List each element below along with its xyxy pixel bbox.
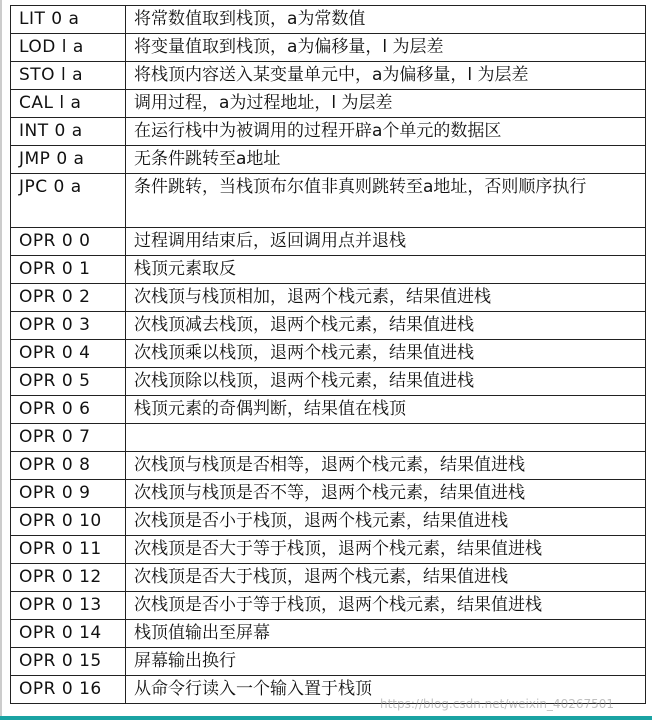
instruction-description: 调用过程，a为过程地址，l 为层差 bbox=[126, 90, 646, 118]
instruction-code: OPR 0 1 bbox=[11, 256, 126, 284]
instruction-description: 将变量值取到栈顶，a为偏移量，l 为层差 bbox=[126, 34, 646, 62]
table-row bbox=[11, 284, 646, 312]
left-edge bbox=[0, 0, 2, 716]
instruction-code: OPR 0 4 bbox=[11, 340, 126, 368]
instruction-description: 次栈顶是否大于栈顶，退两个栈元素，结果值进栈 bbox=[126, 564, 646, 592]
instruction-description: 次栈顶是否大于等于栈顶，退两个栈元素，结果值进栈 bbox=[126, 536, 646, 564]
instruction-description: 次栈顶除以栈顶，退两个栈元素，结果值进栈 bbox=[126, 368, 646, 396]
instruction-description: 次栈顶与栈顶相加，退两个栈元素，结果值进栈 bbox=[126, 284, 646, 312]
instruction-description: 条件跳转，当栈顶布尔值非真则跳转至a地址，否则顺序执行 bbox=[126, 174, 646, 228]
instruction-code: OPR 0 11 bbox=[11, 536, 126, 564]
table-row bbox=[11, 508, 646, 536]
table-row bbox=[11, 62, 646, 90]
table-row bbox=[11, 480, 646, 508]
instruction-code: INT 0 a bbox=[11, 118, 126, 146]
table-row bbox=[11, 340, 646, 368]
instruction-description: 次栈顶是否小于等于栈顶，退两个栈元素，结果值进栈 bbox=[126, 592, 646, 620]
instruction-description: 次栈顶乘以栈顶，退两个栈元素，结果值进栈 bbox=[126, 340, 646, 368]
table-row bbox=[11, 592, 646, 620]
table-row bbox=[11, 564, 646, 592]
instruction-description: 次栈顶与栈顶是否相等，退两个栈元素，结果值进栈 bbox=[126, 452, 646, 480]
instruction-code: OPR 0 7 bbox=[11, 424, 126, 452]
instruction-code: OPR 0 3 bbox=[11, 312, 126, 340]
instruction-code: OPR 0 8 bbox=[11, 452, 126, 480]
table-row bbox=[11, 90, 646, 118]
table-row bbox=[11, 312, 646, 340]
instruction-code: OPR 0 5 bbox=[11, 368, 126, 396]
instruction-description: 将常数值取到栈顶，a为常数值 bbox=[126, 6, 646, 34]
table-row bbox=[11, 536, 646, 564]
instruction-description: 无条件跳转至a地址 bbox=[126, 146, 646, 174]
table-row bbox=[11, 118, 646, 146]
instruction-code: JPC 0 a bbox=[11, 174, 126, 228]
instruction-description: 从命令行读入一个输入置于栈顶 bbox=[126, 676, 646, 704]
instruction-code: OPR 0 13 bbox=[11, 592, 126, 620]
instruction-code: OPR 0 12 bbox=[11, 564, 126, 592]
table-row bbox=[11, 452, 646, 480]
table-row bbox=[11, 648, 646, 676]
instruction-code: OPR 0 10 bbox=[11, 508, 126, 536]
instruction-code: OPR 0 16 bbox=[11, 676, 126, 704]
instruction-description: 栈顶值输出至屏幕 bbox=[126, 620, 646, 648]
instruction-table bbox=[10, 5, 646, 704]
table-row bbox=[11, 6, 646, 34]
instruction-description: 次栈顶是否小于栈顶，退两个栈元素，结果值进栈 bbox=[126, 508, 646, 536]
instruction-description bbox=[126, 424, 646, 452]
instruction-code: LIT 0 a bbox=[11, 6, 126, 34]
table-row bbox=[11, 146, 646, 174]
instruction-description: 栈顶元素的奇偶判断，结果值在栈顶 bbox=[126, 396, 646, 424]
instruction-code: OPR 0 6 bbox=[11, 396, 126, 424]
instruction-code: OPR 0 15 bbox=[11, 648, 126, 676]
instruction-description: 在运行栈中为被调用的过程开辟a个单元的数据区 bbox=[126, 118, 646, 146]
instruction-description: 屏幕输出换行 bbox=[126, 648, 646, 676]
bottom-bar bbox=[0, 716, 652, 720]
table-row bbox=[11, 424, 646, 452]
instruction-description: 过程调用结束后，返回调用点并退栈 bbox=[126, 228, 646, 256]
instruction-code: JMP 0 a bbox=[11, 146, 126, 174]
instruction-code: STO l a bbox=[11, 62, 126, 90]
instruction-description: 栈顶元素取反 bbox=[126, 256, 646, 284]
instruction-code: OPR 0 0 bbox=[11, 228, 126, 256]
watermark: https://blog.csdn.net/weixin_40267501 bbox=[380, 697, 615, 711]
instruction-code: CAL l a bbox=[11, 90, 126, 118]
table-row bbox=[11, 396, 646, 424]
instruction-code: OPR 0 9 bbox=[11, 480, 126, 508]
table-row bbox=[11, 620, 646, 648]
instruction-code: OPR 0 2 bbox=[11, 284, 126, 312]
table-row bbox=[11, 256, 646, 284]
instruction-code: OPR 0 14 bbox=[11, 620, 126, 648]
instruction-description: 次栈顶与栈顶是否不等，退两个栈元素，结果值进栈 bbox=[126, 480, 646, 508]
table-row bbox=[11, 34, 646, 62]
table-row bbox=[11, 368, 646, 396]
instruction-description: 次栈顶减去栈顶，退两个栈元素，结果值进栈 bbox=[126, 312, 646, 340]
instruction-description: 将栈顶内容送入某变量单元中，a为偏移量，l 为层差 bbox=[126, 62, 646, 90]
table-row bbox=[11, 174, 646, 228]
table-row bbox=[11, 228, 646, 256]
instruction-code: LOD l a bbox=[11, 34, 126, 62]
